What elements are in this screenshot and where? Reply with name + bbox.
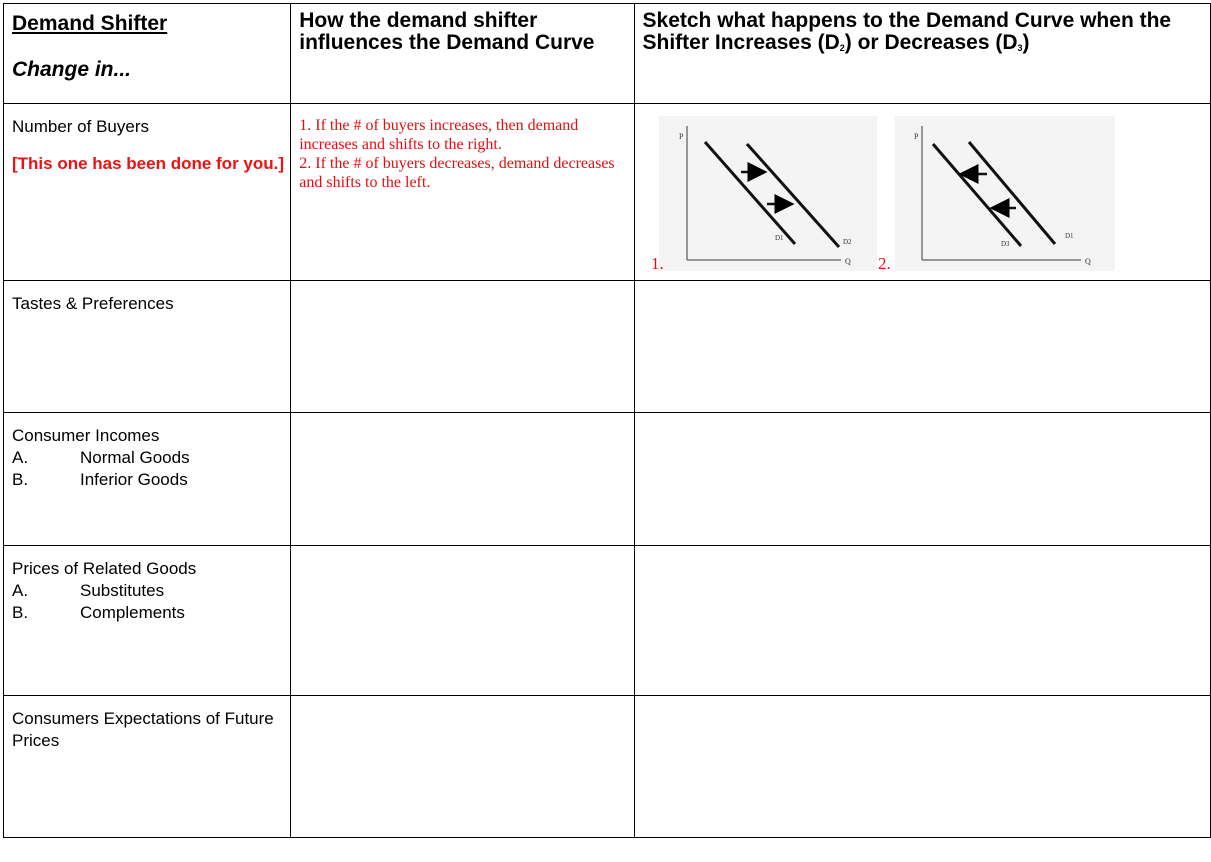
list-item	[12, 602, 290, 624]
graph1-label-d1: D1	[774, 234, 784, 242]
col1-title: Demand Shifter	[12, 12, 168, 35]
header-influence	[291, 4, 634, 104]
row-consumer-incomes	[4, 413, 1211, 546]
sketch-cell[interactable]	[634, 281, 1210, 413]
list-letter: A.	[12, 448, 29, 467]
graph2-label-d3: D3	[1000, 240, 1010, 248]
row-prices-related-goods	[4, 546, 1211, 696]
influence-cell[interactable]	[291, 546, 634, 696]
graph2-p-label: P	[913, 132, 918, 141]
demand-sketch-graphs	[635, 104, 1211, 281]
shifter-label: Number of Buyers	[12, 117, 149, 136]
sketch-cell[interactable]	[634, 696, 1210, 838]
influence-cell[interactable]	[291, 696, 634, 838]
graph2-number: 2.	[877, 254, 891, 273]
shifter-cell	[4, 281, 291, 413]
shifter-cell	[4, 696, 291, 838]
graph1-label-d2: D2	[842, 238, 852, 246]
header-sketch	[634, 4, 1210, 104]
shifter-label: Prices of Related Goods	[12, 559, 197, 578]
header-row	[4, 4, 1211, 104]
list-text: Normal Goods	[80, 448, 190, 467]
col3-sub-increase: 2	[839, 43, 845, 53]
list-text: Complements	[80, 603, 185, 622]
graph2-label-d1: D1	[1064, 232, 1074, 240]
col3-title	[635, 4, 1210, 57]
list-item	[12, 447, 290, 469]
graph1-q-label: Q	[844, 257, 851, 266]
influence-cell[interactable]	[291, 413, 634, 546]
shifter-cell	[4, 413, 291, 546]
graph1-number: 1.	[650, 254, 664, 273]
col2-title: How the demand shifter influences the Demand Curve	[299, 9, 595, 54]
col3-title-part-b: ) or Decreases (D	[844, 31, 1018, 54]
col3-title-part-c: )	[1022, 31, 1030, 54]
row-number-of-buyers	[4, 104, 1211, 281]
sketch-cell[interactable]	[634, 413, 1210, 546]
shifter-label: Tastes & Preferences	[12, 294, 174, 313]
list-letter: B.	[12, 470, 29, 489]
graph2-q-label: Q	[1084, 257, 1091, 266]
shifter-label: Consumer Incomes	[12, 426, 160, 445]
list-item	[12, 580, 290, 602]
answer-increase: 1. If the # of buyers increases, then demand increases and shifts to the right.	[299, 117, 579, 153]
sketch-cell[interactable]	[634, 546, 1210, 696]
answer-decrease: 2. If the # of buyers decreases, demand decreases and shifts to the left.	[299, 155, 615, 191]
list-letter: B.	[12, 603, 29, 622]
list-text: Inferior Goods	[80, 470, 188, 489]
demand-shifter-worksheet	[3, 3, 1211, 838]
shifter-label: Consumers Expectations of Future Prices	[12, 709, 274, 750]
shifter-cell	[4, 546, 291, 696]
graph1-background	[659, 116, 877, 271]
row-tastes-preferences	[4, 281, 1211, 413]
influence-cell[interactable]	[291, 281, 634, 413]
list-text: Substitutes	[80, 581, 165, 600]
header-demand-shifter	[4, 4, 291, 104]
graph1-p-label: P	[678, 132, 683, 141]
col1-subtitle: Change in...	[12, 58, 132, 81]
sketch-cell[interactable]	[634, 104, 1210, 281]
list-letter: A.	[12, 581, 29, 600]
influence-cell[interactable]	[291, 104, 634, 281]
col3-title-part-a: Sketch what happens to the Demand Curve when the Shifter Increases (D	[642, 9, 1172, 54]
col3-sub-decrease: 3	[1017, 43, 1023, 53]
shifter-cell	[4, 104, 291, 281]
row-consumer-expectations	[4, 696, 1211, 838]
list-item	[12, 469, 290, 491]
done-note: [This one has been done for you.]	[12, 154, 285, 173]
